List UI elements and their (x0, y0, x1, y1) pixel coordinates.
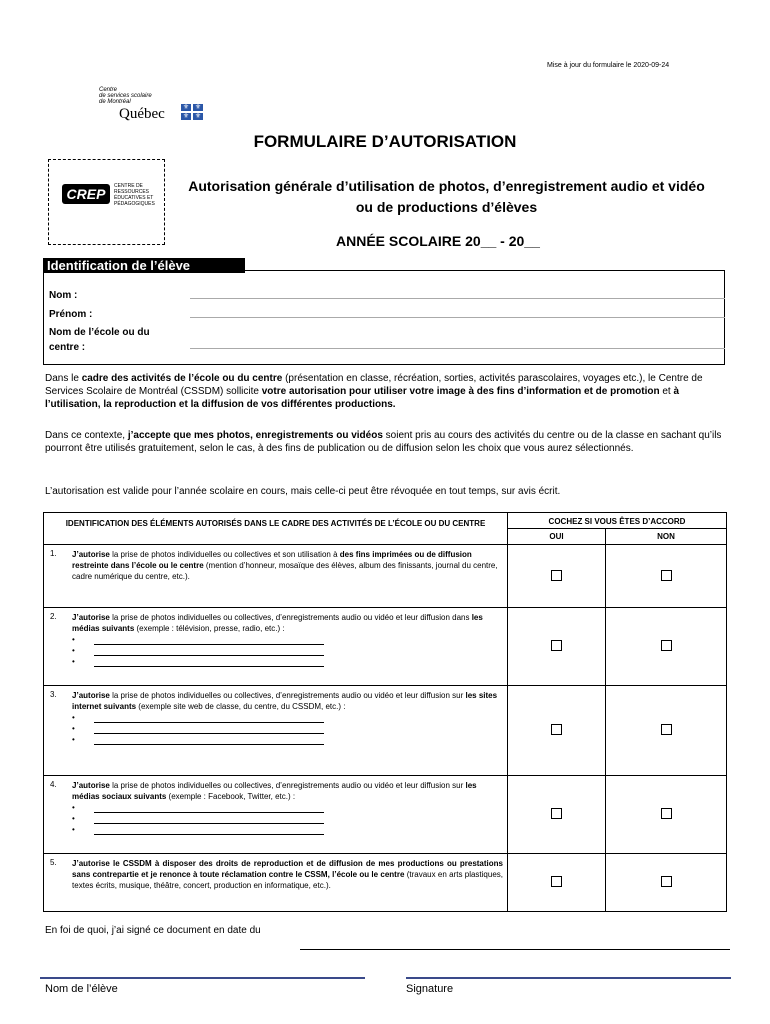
logo-line: de Montréal (99, 99, 131, 105)
oui-checkbox-cell (508, 545, 606, 608)
update-note: Mise à jour du formulaire le 2020-09-24 (547, 62, 670, 69)
signature-label: Signature (406, 983, 454, 995)
blank-line-item[interactable]: • (72, 734, 503, 745)
intro-paragraph-1: Dans le cadre des activités de l’école ou du centre (présentation en classe, récréation, sorties, activités parascolaires, voyages etc.), le Centre de Services Scolaire de Montréal (CSSDM) sollicite votre autorisation pour utiliser votre image à des fins d’information et de promotion et à l’utilisation, la reproduction et la diffusion de vos différentes productions. (45, 373, 703, 410)
non-checkbox-cell (606, 686, 727, 776)
row-description: J’autorise la prise de photos individuelles ou collectives, d’enregistrements audio ou vidéo et leur diffusion sur les sites internet suivants (exemple site web de classe, du centre, du CSSDM, etc.) : • • • (70, 686, 507, 776)
table-row (44, 545, 727, 608)
row-number: 1. (44, 545, 71, 608)
student-name-line[interactable] (40, 977, 365, 979)
subtitle-line: ou de productions d’élèves (355, 199, 538, 215)
crep-logo-subtext: CENTRE DE RESSOURCES ÉDUCATIVES ET PÉDAGOGIQUES (114, 183, 155, 207)
intro-paragraph-3: L’autorisation est valide pour l’année scolaire en cours, mais celle-ci peut être révoquée en tout temps, sur avis écrit. (45, 486, 561, 497)
prenom-field[interactable] (190, 317, 725, 318)
oui-checkbox[interactable] (551, 876, 562, 887)
blank-line-item[interactable]: • (72, 634, 503, 645)
subtitle (165, 176, 728, 218)
blank-line-item[interactable]: • (72, 645, 503, 656)
non-checkbox[interactable] (661, 876, 672, 887)
student-name-label: Nom de l’élève (45, 983, 118, 995)
non-checkbox-cell (606, 545, 727, 608)
blank-line-item[interactable]: • (72, 824, 503, 835)
row-number: 5. (44, 854, 71, 912)
table-row (44, 686, 727, 776)
oui-checkbox[interactable] (551, 640, 562, 651)
blank-line-item[interactable]: • (72, 813, 503, 824)
row-description: J’autorise la prise de photos individuelles ou collectives et son utilisation à des fins imprimées ou de diffusion restreinte dans l’école ou le centre (mention d’honneur, mosaïque des élèves, album des finissants, journal du centre, cadre numérique du centre, etc.). (70, 545, 507, 608)
signature-line[interactable] (406, 977, 731, 979)
nom-label: Nom : (49, 290, 78, 301)
oui-header: OUI (508, 529, 606, 545)
blank-line-item[interactable]: • (72, 712, 503, 723)
identification-heading: Identification de l’élève (43, 258, 245, 273)
ecole-field[interactable] (190, 348, 725, 349)
oui-checkbox-cell (508, 854, 606, 912)
logo-line: Centre (99, 87, 118, 93)
non-checkbox[interactable] (661, 724, 672, 735)
non-checkbox[interactable] (661, 640, 672, 651)
row-number: 3. (44, 686, 71, 776)
nom-field[interactable] (190, 298, 725, 299)
non-checkbox[interactable] (661, 570, 672, 581)
row-number: 2. (44, 608, 71, 686)
fleurdelise-icon: ⚜ ⚜ ⚜ ⚜ (182, 104, 202, 120)
non-checkbox-cell (606, 854, 727, 912)
non-header: NON (606, 529, 727, 545)
signature-date-text: En foi de quoi, j’ai signé ce document en date du (45, 925, 261, 936)
prenom-label: Prénom : (49, 309, 93, 320)
oui-checkbox[interactable] (551, 724, 562, 735)
page-title: FORMULAIRE D’AUTORISATION (253, 132, 517, 151)
oui-checkbox-cell (508, 608, 606, 686)
oui-checkbox-cell (508, 686, 606, 776)
subtitle-line: Autorisation générale d’utilisation de photos, d’enregistrement audio et vidéo (188, 178, 705, 194)
blank-line-item[interactable]: • (72, 656, 503, 667)
table-header-main: IDENTIFICATION DES ÉLÉMENTS AUTORISÉS DANS LE CADRE DES ACTIVITÉS DE L’ÉCOLE OU DU CENTRE (44, 513, 508, 545)
non-checkbox-cell (606, 608, 727, 686)
row-number: 4. (44, 776, 71, 854)
row-description: J’autorise le CSSDM à disposer des droits de reproduction et de diffusion de mes productions ou prestations sans contrepartie et je renonce à toute réclamation contre le CSSM, l’école ou le centre (travaux en arts plastiques, textes écrits, musique, théâtre, concert, production en informatique, etc.). (70, 854, 507, 912)
quebec-logo: Québec (119, 106, 165, 122)
table-header-group: COCHEZ SI VOUS ÊTES D’ACCORD (508, 513, 727, 529)
ecole-label-2: centre : (49, 342, 86, 353)
date-field[interactable] (300, 949, 730, 950)
school-year: ANNÉE SCOLAIRE 20__ - 20__ (336, 233, 540, 249)
blank-line-item[interactable]: • (72, 802, 503, 813)
oui-checkbox-cell (508, 776, 606, 854)
cssdm-logo-text (99, 87, 152, 105)
logo-line: de services scolaire (99, 93, 152, 99)
row-description: J’autorise la prise de photos individuelles ou collectives, d’enregistrements audio ou vidéo et leur diffusion sur les médias sociaux suivants (exemple : Facebook, Twitter, etc.) : • • • (70, 776, 507, 854)
table-row (44, 854, 727, 912)
non-checkbox-cell (606, 776, 727, 854)
authorization-table (43, 512, 727, 912)
intro-paragraph-2: Dans ce contexte, j’accepte que mes photos, enregistrements ou vidéos soient pris au cours des activités du centre ou de la classe en sachant qu’ils pourront être utilisés gratuitement, selon le cas, à des fins de publication ou de diffusion selon les choix que vous aurez sélectionnés. (45, 430, 722, 454)
blank-line-item[interactable]: • (72, 723, 503, 734)
oui-checkbox[interactable] (551, 808, 562, 819)
crep-logo: CREP (62, 184, 110, 204)
table-row (44, 776, 727, 854)
table-row (44, 608, 727, 686)
ecole-label-1: Nom de l’école ou du (49, 327, 150, 338)
oui-checkbox[interactable] (551, 570, 562, 581)
non-checkbox[interactable] (661, 808, 672, 819)
row-description: J’autorise la prise de photos individuelles ou collectives, d’enregistrements audio ou vidéo et leur diffusion dans les médias suivants (exemple : télévision, presse, radio, etc.) : • • • (70, 608, 507, 686)
